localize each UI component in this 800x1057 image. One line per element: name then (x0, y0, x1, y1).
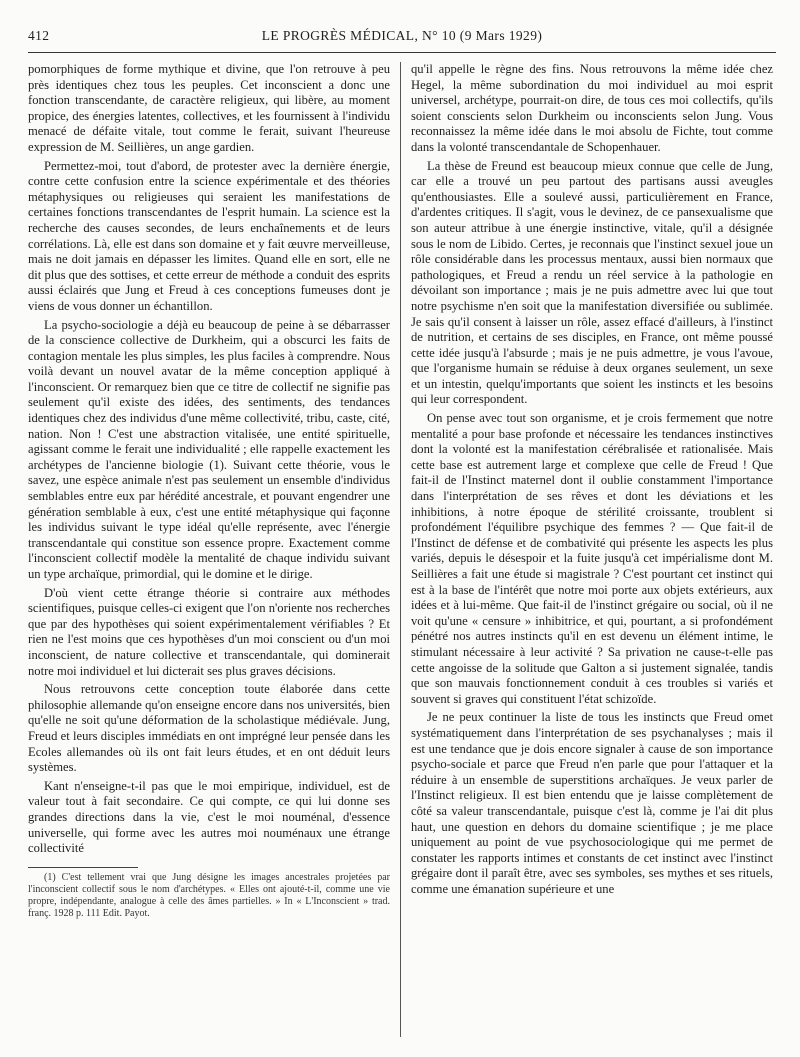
paragraph: La psycho-sociologie a déjà eu beaucoup de peine à se débarrasser de la conscience collective de Durkheim, qui a obscurci les faits de contagion mentale les plus simples, les plus faciles à comprendre. Nous voilà devant un nouvel avatar de la même conception appliqué à l'inconscient. Or remarquez bien que ce titre de collectif ne signifie pas seulement qu'il existe des idées, des sentiments, des tendances identiques chez des individus d'une même collectivité, tribu, caste, cité, nation. Non ! C'est une abstraction vitalisée, une entité spirituelle, agissant comme le ferait une individualité ; elle rappelle exactement les archétypes de l'ancienne biologie (1). Suivant cette théorie, vous le savez, une espèce animale n'est pas seulement un ensemble d'individus semblables entre eux par hérédité ancestrale, et pouvant engendrer une génération semblable à eux, c'est une entité métaphysique qui façonne les individus suivant le type idéal qu'elle représente, avec l'énergie transcendantale qui constitue son essence propre. Exactement comme l'inconscient collectif modèle la mentalité de chaque individu suivant un type archaïque, primordial, qui le domine et le dirige. (28, 317, 390, 581)
column-divider (400, 62, 401, 1037)
paragraph: Permettez-moi, tout d'abord, de protester avec la dernière énergie, contre cette confusion entre la science expérimentale et des théories métaphysiques ou religieuses qui seraient les manifestations de certaines fonctions transcendantes de l'esprit humain. La science est la recherche des causes secondes, de leurs enchaînements et de leurs corrélations. Là, elle est dans son domaine et y fait œuvre merveilleuse, mais ne doit jamais en dépasser les limites. Quand elle en sort, elle ne dit plus que des sottises, et cette erreur de méthode a conduit des esprits aussi éclairés que Jung et Freud à ces conceptions fumeuses dont je viens de vous donner un échantillon. (28, 158, 390, 313)
footnote: (1) C'est tellement vrai que Jung désigne les images ancestrales projetées par l'inconscient collectif sous le nom d'archétypes. « Elles ont ajouté-t-il, comme une vie propre, indépendante, analogue à celle des âmes partielles. » In « L'Inconscient » trad. franç. 1928 p. 111 Edit. Payot. (28, 871, 390, 919)
paragraph: La thèse de Freund est beaucoup mieux connue que celle de Jung, car elle a trouvé un peu partout des partisans aussi aveugles qu'enthousiastes. Elle a soulevé aussi, particulièrement en France, d'ardentes critiques. Il s'agit, vous le devinez, de ce pansexualisme que son auteur attribue à une énergie instinctive, vitale, qu'il a désignée sous le nom de Libido. Certes, je reconnais que l'instinct sexuel joue un rôle considérable dans les processus mentaux, aussi bien normaux que pathologiques, et Freud a rendu un réel service à la pathologie en dévoilant son importance ; mais je ne puis admettre avec lui que tout notre psychisme n'en soit que la manifestation diversifiée ou sublimée. Je sais qu'il consent à laisser un rôle, assez effacé d'ailleurs, à l'instinct de nutrition, et certains de ses disciples, en France, ont même poussé cette idée jusqu'à l'absurde ; mais je ne puis admettre, je vous l'avoue, que l'organisme humain se réduise à deux organes seulement, un sexe et un intestin, quelqu'importants que soient les instincts et les besoins qui leur correspondent. (411, 158, 773, 407)
paragraph: Nous retrouvons cette conception toute élaborée dans cette philosophie allemande qu'on enseigne encore dans nos universités, bien qu'elle ne soit qu'une déformation de la scholastique médiévale. Jung, Freud et leurs disciples immédiats en ont imprégné leur pensée dans les Ecoles allemandes où ils ont fait leurs études, et en ont déduit leurs systèmes. (28, 682, 390, 775)
paragraph: qu'il appelle le règne des fins. Nous retrouvons la même idée chez Hegel, la même subordination du moi individuel au moi esprit universel, archétype, pourrait-on dire, de tous ces moi collectifs, qu'ils soient conscients selon Durkheim ou inconscients selon Jung. Vous reconnaissez la même idée dans le moi absolu de Fichte, tout comme dans la volonté transcendantale de Schopenhauer. (411, 62, 773, 154)
paragraph: pomorphiques de forme mythique et divine, que l'on retrouve à peu près identiques chez tous les peuples. Cet inconscient a donc une fonction transcendante, de caractère religieux, qui libère, au moment propice, des énergies latentes, collectives, et les fournissent à l'individu menacé de défaite vitale, tout comme le ferait, suivant l'heureuse expression de M. Seillières, un ange gardien. (28, 62, 390, 154)
page-number: 412 (28, 28, 50, 43)
right-column (411, 62, 773, 900)
paragraph: Je ne peux continuer la liste de tous les instincts que Freud omet systématiquement dans l'interprétation de ses psychanalyses ; mais il est une tendance que je dois encore signaler à cause de son importance psycho-sociale et parce que Freud n'en parle que pour l'attaquer et la réduire à un ensemble de superstitions archaïques. Je veux parler de l'Instinct religieux. Il est bien entendu que je laisse complètement de côté sa valeur transcendantale, puisque c'est là, comme je l'ai dit plus haut, une question en dehors du domaine scientifique ; je me place uniquement au point de vue psychosociologique qui me permet de constater les rapports intimes et constants de cet instinct avec l'instinct grégaire dont il paraît être, avec ses symboles, ses mythes et ses rituels, comme une émanation supérieure et une (411, 710, 773, 896)
running-title: LE PROGRÈS MÉDICAL, N° 10 (9 Mars 1929) (261, 28, 543, 43)
paragraph: On pense avec tout son organisme, et je crois fermement que notre mentalité a pour base profonde et nécessaire les tendances instinctives dont la volonté est la manifestation cérébralisée et rationalisée. Mais cette base est autrement large et complexe que celle de Freud ! Que fait-il de l'Instinct maternel dont il oublie constamment l'importance dans l'interprétation de ses rêves et dont les déviations et les inhibitions, à notre époque de stérilité croissante, troublent si profondément l'équilibre psychique des femmes ? — Que fait-il de l'Instinct de défense et de combativité qui présente les aspects les plus variés, depuis le désespoir et la fuite jusqu'à cet impérialisme dont M. Seillières a fait une étude si magistrale ? C'est pourtant cet instinct qui est à la base de l'intérêt que notre moi porte aux objets extérieurs, aux idées et à lui-même. Que fait-il de l'instinct grégaire ou social, où il ne voit qu'une « censure » inhibitrice, et qui, pourtant, a si profondément pénétré nos autres instincts qu'il en est devenu un élément intime, le stimulant nécessaire à leur activité ? Sa privation ne cause-t-elle pas cette angoisse de la solitude que Galton a si justement signalée, tandis que son mauvais fonctionnement conduit à ces troubles si variés et souvent si graves qui constituent l'état schizoïde. (411, 411, 773, 706)
left-column (28, 62, 390, 923)
paragraph: Kant n'enseigne-t-il pas que le moi empirique, individuel, est de valeur tout à fait secondaire. Ce qui compte, ce qui lui donne ses grandes directions dans la vie, c'est le moi nouménal, d'essence universelle, qui forme avec les autres moi nouménaux une étrange collectivité (28, 778, 390, 856)
footnote-rule (28, 867, 138, 868)
running-header (28, 28, 776, 52)
paragraph: D'où vient cette étrange théorie si contraire aux méthodes scientifiques, puisque celles-ci exigent que l'on n'oriente nos recherches que par des hypothèses qui soient expérimentalement vérifiables ? Et rien ne l'est moins que ces hypothèses d'un moi conscient ou d'un moi inconscient, de nature collective et transcendantale, qui dominerait notre moi individuel et lui dicterait ses plus graves décisions. (28, 585, 390, 678)
header-rule (28, 52, 776, 53)
